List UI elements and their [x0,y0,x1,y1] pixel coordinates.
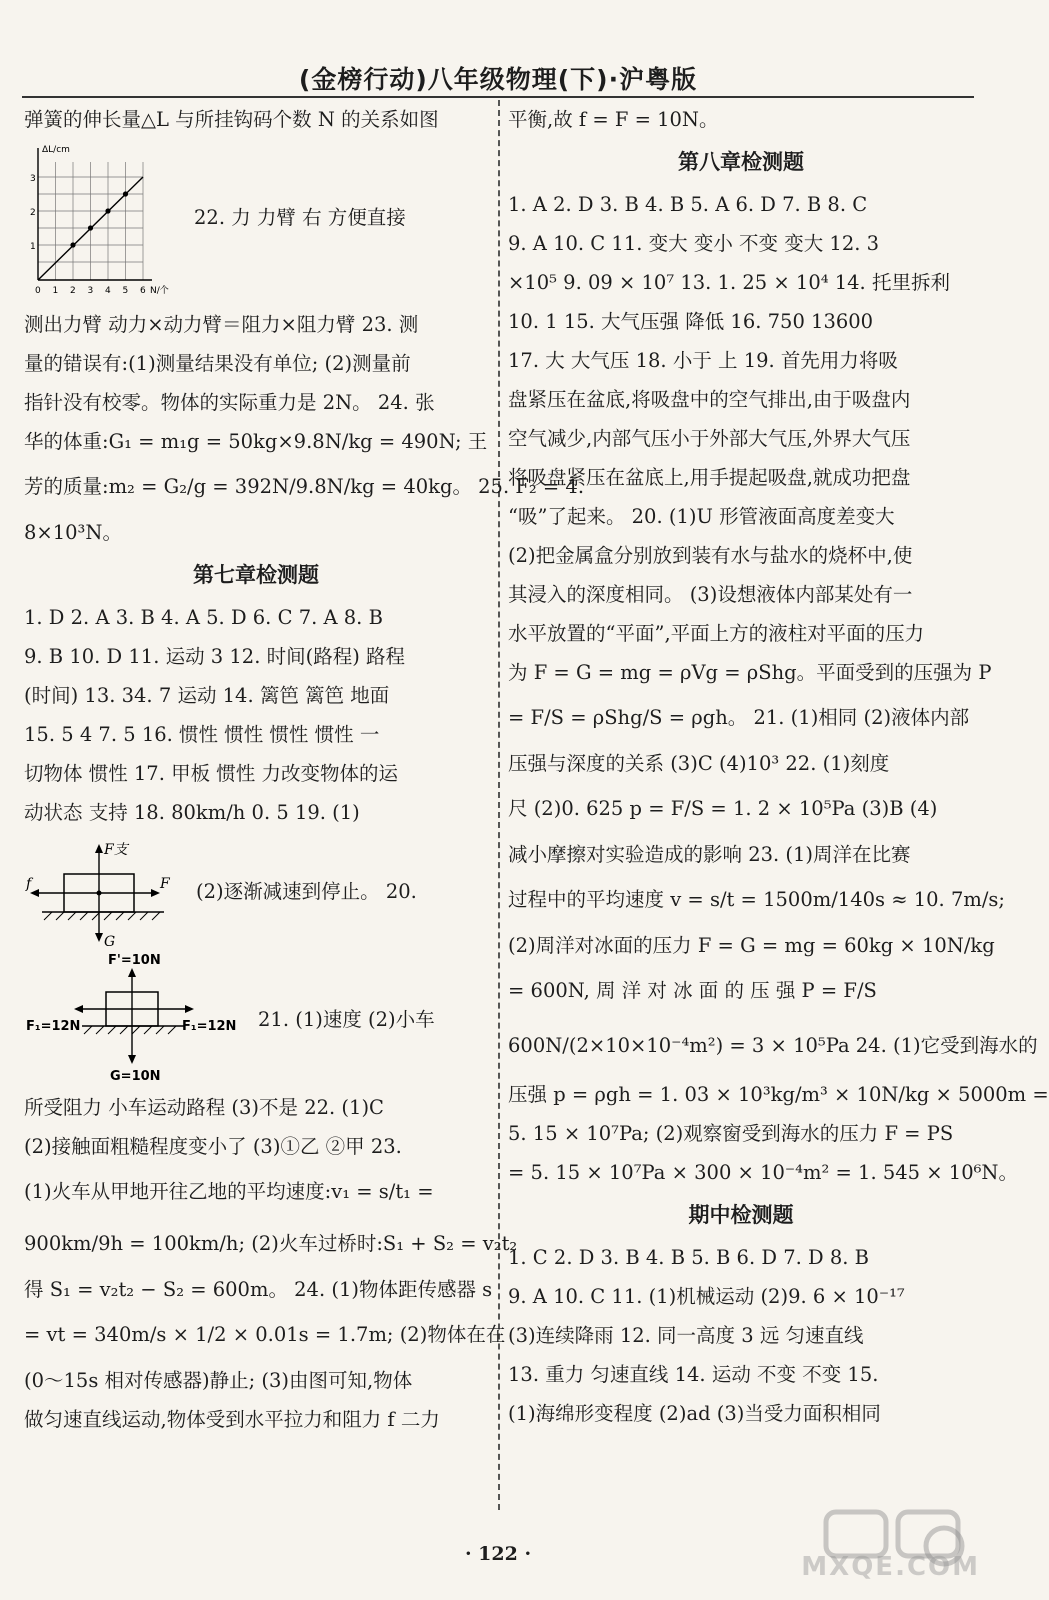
text-line: 22. 力 力臂 右 方便直接 [194,205,406,229]
text-line: 900km/9h = 100km/h; (2)火车过桥时:S₁ + S₂ = v₂t₂ [24,1232,518,1255]
force-label-support: F支 [104,842,128,858]
text-line: 9. B 10. D 11. 运动 3 12. 时间(路程) 路程 [24,645,406,668]
force-label-bottom: G=10N [110,1069,161,1084]
graph-ytick: 1 [30,242,36,252]
text-line: (1)火车从甲地开往乙地的平均速度:v₁ = s/t₁ = [24,1180,434,1203]
text-line: 600N/(2×10×10⁻⁴m²) = 3 × 10⁵Pa 24. (1)它受到海水的 [508,1034,1038,1057]
force-label-right: F₁=12N [182,1019,237,1034]
text-line: 尺 (2)0. 625 p = F/S = 1. 2 × 10⁵Pa (3)B (4) [508,797,938,820]
graph-xtick: 3 [87,286,94,296]
text-line: 13. 重力 匀速直线 14. 运动 不变 不变 15. [508,1363,879,1386]
text-line: 切物体 惯性 17. 甲板 惯性 力改变物体的运 [24,762,399,785]
text-line: 动状态 支持 18. 80km/h 0. 5 19. (1) [24,801,360,824]
text-line: 1. D 2. A 3. B 4. A 5. D 6. C 7. A 8. B [24,606,383,629]
graph-xtick: 2 [70,286,76,296]
text-line: 做匀速直线运动,物体受到水平拉力和阻力 f 二力 [24,1408,440,1431]
force-diagram-20-block [24,950,488,1088]
text-line: 15. 5 4 7. 5 16. 惯性 惯性 惯性 惯性 一 [24,723,380,746]
graph-y-label: ΔL/cm [42,145,70,155]
force-label-friction: f [26,876,32,892]
text-line: (2)周洋对冰面的压力 F = G = mg = 60kg × 10N/kg [508,934,995,957]
force-diagram-19 [24,832,184,950]
header-rule [22,96,974,98]
graph-xtick: 4 [105,286,111,296]
graph-ytick: 3 [30,174,36,184]
chapter7-title: 第七章检测题 [193,563,319,587]
text-line: (时间) 13. 34. 7 运动 14. 篱笆 篱笆 地面 [24,684,390,707]
text-line: 水平放置的“平面”,平面上方的液柱对平面的压力 [508,622,925,645]
force-diagram-19-block [24,832,488,950]
text-line: (0～15s 相对传感器)静止; (3)由图可知,物体 [24,1369,413,1392]
page-number: · 122 · [464,1543,532,1565]
text-line: = vt = 340m/s × 1/2 × 0.01s = 1.7m; (2)物体在在 [24,1323,506,1346]
text-line: = F/S = ρShg/S = ρgh。 21. (1)相同 (2)液体内部 [508,706,970,729]
text-line: “吸”了起来。 20. (1)U 形管液面高度差变大 [508,505,895,528]
text-line: 9. A 10. C 11. 变大 变小 不变 变大 12. 3 [508,232,880,255]
text-line: 5. 15 × 10⁷Pa; (2)观察窗受到海水的压力 F = PS [508,1122,954,1145]
midterm-title: 期中检测题 [688,1203,794,1227]
text-line: 8×10³N。 [24,521,122,544]
text-line: 华的体重:G₁ = m₁g = 50kg×9.8N/kg = 490N; 王 [24,430,488,453]
text-line: 芳的质量:m₂ = G₂/g = 392N/9.8N/kg = 40kg。 25. F₂ = 4. [24,475,585,498]
graph-xtick: 0 [35,286,41,296]
text-line: 得 S₁ = v₂t₂ − S₂ = 600m。 24. (1)物体距传感器 s [24,1278,493,1301]
text-line: 将吸盘紧压在盆底上,用手提起吸盘,就成功把盘 [508,466,911,489]
force-diagram-20 [24,952,254,1086]
text-line: ×10⁵ 9. 09 × 10⁷ 13. 1. 25 × 10⁴ 14. 托里拆利 [508,271,950,294]
text-line: 测出力臂 动力×动力臂＝阻力×阻力臂 23. 测 [24,313,419,336]
text-line: 指针没有校零。物体的实际重力是 2N。 24. 张 [24,391,435,414]
text-line: = 5. 15 × 10⁷Pa × 300 × 10⁻⁴m² = 1. 545 × 10⁶N。 [508,1161,1018,1184]
text-line: 空气减少,内部气压小于外部大气压,外界大气压 [508,427,911,450]
text-line: 平衡,故 f = F = 10N。 [508,108,719,131]
force-label-pull: F [160,876,170,892]
text-line: 为 F = G = mg = ρVg = ρShg。平面受到的压强为 P [508,661,992,684]
text-line: 过程中的平均速度 v = s/t = 1500m/140s ≈ 10. 7m/s; [508,888,1006,911]
text-line: 量的错误有:(1)测量结果没有单位; (2)测量前 [24,352,411,375]
spring-extension-graph [24,142,182,302]
force-label-top: F'=10N [108,953,161,968]
force-label-left: F₁=12N [26,1019,81,1034]
graph-xtick: 5 [122,286,129,296]
right-column [508,100,1049,1433]
text-line: 盘紧压在盆底,将吸盘中的空气排出,由于吸盘内 [508,388,911,411]
column-divider [498,100,500,1510]
watermark-text: MXQE.COM [801,1552,980,1582]
text-line: = 600N, 周 洋 对 冰 面 的 压 强 P = F/S [508,979,877,1002]
text-line: (3)连续降雨 12. 同一高度 3 远 匀速直线 [508,1324,864,1347]
text-line: 弹簧的伸长量△L 与所挂钩码个数 N 的关系如图 [24,108,439,131]
text-line: 21. (1)速度 (2)小车 [258,1007,435,1031]
graph-x-label: N/个 [150,286,169,296]
text-line: 10. 1 15. 大气压强 降低 16. 750 13600 [508,310,874,333]
text-line: 1. C 2. D 3. B 4. B 5. B 6. D 7. D 8. B [508,1246,869,1269]
text-line: (2)接触面粗糙程度变小了 (3)①乙 ②甲 23. [24,1135,402,1158]
force-label-gravity: G [104,934,116,950]
text-line: 减小摩擦对实验造成的影响 23. (1)周洋在比赛 [508,843,911,866]
text-line: 9. A 10. C 11. (1)机械运动 (2)9. 6 × 10⁻¹⁷ [508,1285,905,1308]
text-line: 1. A 2. D 3. B 4. B 5. A 6. D 7. B 8. C [508,193,868,216]
graph-xtick: 6 [140,286,146,296]
text-line: 所受阻力 小车运动路程 (3)不是 22. (1)C [24,1096,384,1119]
left-column [24,100,585,1439]
graph-ytick: 2 [30,208,36,218]
spring-graph-block [24,139,488,305]
page-header-title: (金榜行动)八年级物理(下)·沪粤版 [298,65,698,94]
text-line: 其浸入的深度相同。 (3)设想液体内部某处有一 [508,583,913,606]
text-line: (2)把金属盒分别放到装有水与盐水的烧杯中,使 [508,544,913,567]
text-line: 压强与深度的关系 (3)C (4)10³ 22. (1)刻度 [508,752,890,775]
graph-xtick: 1 [52,286,59,296]
chapter8-title: 第八章检测题 [678,150,804,174]
text-line: 压强 p = ρgh = 1. 03 × 10³kg/m³ × 10N/kg × 5000m = [508,1083,1049,1106]
text-line: 17. 大 大气压 18. 小于 上 19. 首先用力将吸 [508,349,898,372]
text-line: (2)逐渐减速到停止。 20. [196,879,417,903]
text-line: (1)海绵形变程度 (2)ad (3)当受力面积相同 [508,1402,881,1425]
